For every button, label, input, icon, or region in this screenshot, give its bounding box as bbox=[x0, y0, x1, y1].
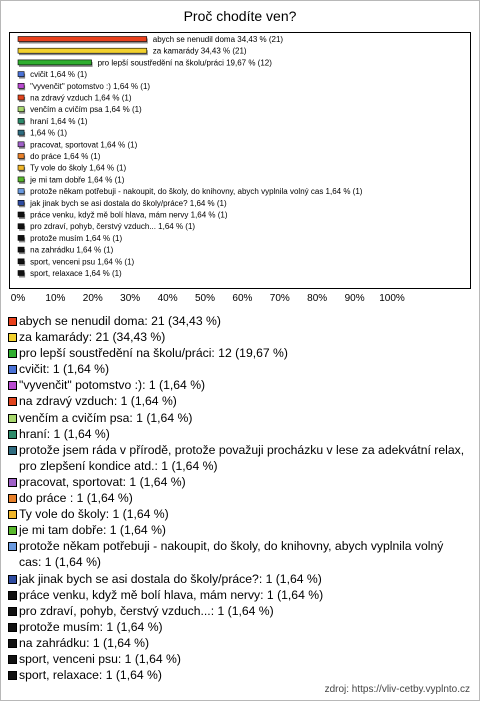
legend-label: protože jsem ráda v přírodě, protože považuji procházku v lese za adekvátní relax, pro zlepšení kondice atd.: 1 (1,64 %) bbox=[19, 442, 465, 473]
bar-data-label: sport, relaxace 1,64 % (1) bbox=[30, 269, 122, 278]
legend-label: jak jinak bych se asi dostala do školy/práce?: 1 (1,64 %) bbox=[19, 571, 322, 586]
legend-item bbox=[8, 587, 468, 603]
legend-label: na zahrádku: 1 (1,64 %) bbox=[19, 635, 150, 650]
legend-item bbox=[8, 313, 468, 329]
bar-data-label: jak jinak bych se asi dostala do školy/práce? 1,64 % (1) bbox=[30, 198, 227, 208]
bar-data-label: 1,64 % (1) bbox=[30, 128, 68, 138]
x-tick-label: 40% bbox=[157, 293, 178, 304]
legend-item bbox=[8, 474, 468, 490]
legend-label: Ty vole do školy: 1 (1,64 %) bbox=[19, 507, 169, 522]
bar bbox=[18, 271, 24, 276]
x-tick-label: 60% bbox=[232, 293, 253, 304]
legend-item bbox=[8, 603, 468, 619]
legend-swatch bbox=[8, 671, 17, 680]
legend-swatch bbox=[8, 623, 17, 632]
bar-data-label: venčím a cvičím psa 1,64 % (1) bbox=[30, 105, 142, 115]
legend-item bbox=[8, 619, 468, 635]
legend-swatch bbox=[8, 317, 17, 326]
legend-swatch bbox=[8, 591, 17, 600]
legend-label: je mi tam dobře: 1 (1,64 %) bbox=[19, 523, 166, 538]
bar-data-label: hraní 1,64 % (1) bbox=[30, 116, 88, 126]
legend-item bbox=[8, 329, 468, 345]
legend-item bbox=[8, 651, 468, 667]
bar-data-label: protože musím 1,64 % (1) bbox=[30, 233, 123, 243]
bar-data-label: za kamarády 34,43 % (21) bbox=[152, 46, 247, 56]
bar bbox=[18, 37, 147, 42]
x-tick-label: 90% bbox=[344, 293, 365, 304]
legend-label: abych se nenudil doma: 21 (34,43 %) bbox=[19, 314, 221, 328]
legend-label: pro lepší soustředění na školu/práci: 12 (19,67 %) bbox=[19, 346, 288, 361]
bar bbox=[18, 48, 147, 53]
legend-label: na zdravý vzduch: 1 (1,64 %) bbox=[19, 394, 177, 409]
legend-item bbox=[8, 538, 468, 570]
legend-swatch bbox=[8, 510, 17, 519]
legend-swatch bbox=[8, 478, 17, 487]
x-tick-label: 30% bbox=[120, 293, 141, 304]
bar-data-label: sport, venceni psu 1,64 % (1) bbox=[30, 257, 135, 267]
bar bbox=[18, 212, 24, 217]
legend-item bbox=[8, 635, 468, 651]
x-tick-label: 100% bbox=[379, 293, 405, 304]
bar bbox=[18, 247, 24, 252]
bar bbox=[18, 83, 24, 88]
legend-item bbox=[8, 377, 468, 393]
bar-data-label: na zahrádku 1,64 % (1) bbox=[30, 245, 114, 255]
legend-swatch bbox=[8, 607, 17, 616]
bar bbox=[18, 259, 24, 264]
bar-data-label: práce venku, když mě bolí hlava, mám nervy 1,64 % (1) bbox=[30, 210, 228, 220]
bar-data-label: cvičit 1,64 % (1) bbox=[30, 70, 88, 80]
legend-swatch bbox=[8, 381, 17, 390]
legend-swatch bbox=[8, 575, 17, 584]
legend-item bbox=[8, 571, 468, 587]
legend bbox=[8, 313, 468, 683]
legend-label: za kamarády: 21 (34,43 %) bbox=[19, 330, 166, 345]
legend-swatch bbox=[8, 349, 17, 358]
legend-label: "vyvenčit" potomstvo :): 1 (1,64 %) bbox=[19, 378, 206, 393]
legend-swatch bbox=[8, 655, 17, 664]
x-tick-label: 50% bbox=[194, 293, 216, 304]
legend-item bbox=[8, 393, 468, 409]
x-tick-label: 0% bbox=[10, 293, 26, 304]
bar-data-label: pro lepší soustředění na školu/práci 19,67 % (12) bbox=[97, 58, 272, 68]
legend-label: sport, relaxace: 1 (1,64 %) bbox=[19, 668, 162, 683]
legend-label: venčím a cvičím psa: 1 (1,64 %) bbox=[19, 410, 193, 425]
legend-swatch bbox=[8, 639, 17, 648]
chart-title: Proč chodíte ven? bbox=[183, 8, 297, 24]
x-tick-label: 80% bbox=[307, 293, 328, 304]
bar-data-label: pro zdraví, pohyb, čerstvý vzduch... 1,64 % (1) bbox=[30, 222, 196, 232]
source-note: zdroj: https://vliv-cetby.vyplnto.cz bbox=[324, 684, 470, 695]
legend-label: práce venku, když mě bolí hlava, mám nervy: 1 (1,64 %) bbox=[19, 587, 324, 602]
bar-data-label: je mi tam dobře 1,64 % (1) bbox=[30, 175, 125, 185]
legend-label: protože musím: 1 (1,64 %) bbox=[19, 619, 163, 634]
bar bbox=[18, 154, 24, 159]
bar-data-label: pracovat, sportovat 1,64 % (1) bbox=[30, 140, 138, 150]
bar-data-label: "vyvenčit" potomstvo :) 1,64 % (1) bbox=[30, 81, 151, 91]
legend-swatch bbox=[8, 414, 17, 423]
legend-item bbox=[8, 410, 468, 426]
bar-data-label: na zdravý vzduch 1,64 % (1) bbox=[30, 93, 132, 103]
bar bbox=[18, 165, 24, 170]
bar-data-label: Ty vole do školy 1,64 % (1) bbox=[30, 163, 127, 173]
x-tick-label: 20% bbox=[82, 293, 103, 304]
bar bbox=[18, 95, 24, 100]
legend-swatch bbox=[8, 494, 17, 503]
bar bbox=[18, 189, 24, 194]
legend-swatch bbox=[8, 446, 17, 455]
bar bbox=[18, 200, 24, 205]
legend-item bbox=[8, 522, 468, 538]
legend-item bbox=[8, 506, 468, 522]
legend-label: cvičit: 1 (1,64 %) bbox=[19, 362, 110, 377]
legend-label: sport, venceni psu: 1 (1,64 %) bbox=[19, 651, 181, 666]
bar bbox=[18, 118, 24, 123]
legend-label: pracovat, sportovat: 1 (1,64 %) bbox=[19, 474, 186, 489]
x-tick-label: 70% bbox=[269, 293, 290, 304]
bar bbox=[18, 235, 24, 240]
legend-label: protože někam potřebuji - nakoupit, do školy, do knihovny, abych vyplnila volný cas: 1 (1,64 %) bbox=[19, 539, 444, 570]
bar bbox=[18, 72, 24, 77]
bar bbox=[18, 60, 92, 65]
legend-item bbox=[8, 667, 468, 683]
legend-swatch bbox=[8, 333, 17, 342]
bar bbox=[18, 224, 24, 229]
legend-item bbox=[8, 345, 468, 361]
legend-swatch bbox=[8, 526, 17, 535]
legend-label: pro zdraví, pohyb, čerstvý vzduch...: 1 (1,64 %) bbox=[19, 603, 274, 618]
bar-data-label: protože někam potřebuji - nakoupit, do školy, do knihovny, abych vyplnila volný cas 1,64 % (1) bbox=[30, 187, 363, 197]
bar-data-label: abych se nenudil doma 34,43 % (21) bbox=[152, 35, 284, 44]
legend-item bbox=[8, 361, 468, 377]
legend-item bbox=[8, 426, 468, 442]
legend-swatch bbox=[8, 542, 17, 551]
bar bbox=[18, 130, 24, 135]
legend-swatch bbox=[8, 430, 17, 439]
x-tick-label: 10% bbox=[45, 293, 66, 304]
legend-label: do práce : 1 (1,64 %) bbox=[19, 491, 133, 506]
bar bbox=[18, 107, 24, 112]
legend-swatch bbox=[8, 397, 17, 406]
legend-label: hraní: 1 (1,64 %) bbox=[19, 426, 110, 441]
legend-item bbox=[8, 442, 468, 474]
bar bbox=[18, 177, 24, 182]
legend-item bbox=[8, 490, 468, 506]
legend-swatch bbox=[8, 365, 17, 374]
bar-data-label: do práce 1,64 % (1) bbox=[30, 152, 101, 161]
bar bbox=[18, 142, 24, 147]
